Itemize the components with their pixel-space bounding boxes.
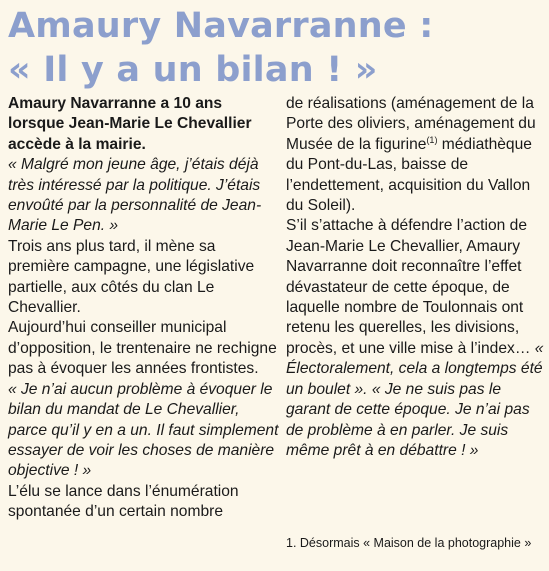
- left-column: [8, 94, 280, 523]
- body-paragraph-5: [286, 216, 544, 461]
- quote-paragraph-2: « Je n’ai aucun problème à évoquer le bilan du mandat de Le Chevallier, parce qu’il y en a un. Il faut simplement essayer de voir les choses de manière objective ! »: [8, 380, 279, 480]
- achievements-text-cont: médiathèque du Pont-du-Las, baisse de l’endettement, acquisition du Vallon du Soleil).: [286, 135, 532, 215]
- footnote: 1. Désormais « Maison de la photographie »: [286, 536, 532, 550]
- quote-paragraph-3: « Électoralement, cela a longtemps été un boulet ». « Je ne suis pas le garant de cette époque. Je n’ai pas de problème à en parler. Je suis même prêt à en débattre ! »: [286, 339, 544, 459]
- achievements-text: de réalisations (aménagement de la Porte des oliviers, aménagement du Musée de la figurine: [286, 95, 536, 153]
- body-paragraph-4: [286, 94, 544, 216]
- body-paragraph-2: Aujourd’hui conseiller municipal d’opposition, le trentenaire ne rechigne pas à évoquer les années frontistes.: [8, 319, 277, 378]
- article-headline: [8, 4, 543, 92]
- body-paragraph-1: Trois ans plus tard, il mène sa première campagne, une législative partielle, aux côtés du clan Le Chevallier.: [8, 237, 255, 317]
- headline-line-2: « Il y a un bilan ! »: [8, 50, 378, 90]
- era-text: S’il s’attache à défendre l’action de Jean-Marie Le Chevallier, Amaury Navarranne doit reconnaître l’effet dévastateur de cette époque, de laquelle nombre de Toulonnais ont retenu les querelles, les divisions, procès, et une ville mise à l’index…: [286, 217, 535, 357]
- lead-paragraph: Amaury Navarranne a 10 ans lorsque Jean-Marie Le Chevallier accède à la mairie.: [8, 95, 252, 153]
- quote-paragraph-1: « Malgré mon jeune âge, j’étais déjà très intéressé par la politique. J’étais envoûté par la personnalité de Jean-Marie Le Pen. »: [8, 156, 262, 235]
- right-column: [286, 94, 544, 461]
- body-paragraph-3: L’élu se lance dans l’énumération spontanée d’un certain nombre: [8, 482, 239, 521]
- headline-line-1: Amaury Navarranne :: [8, 6, 434, 46]
- footnote-marker: (1): [426, 134, 438, 145]
